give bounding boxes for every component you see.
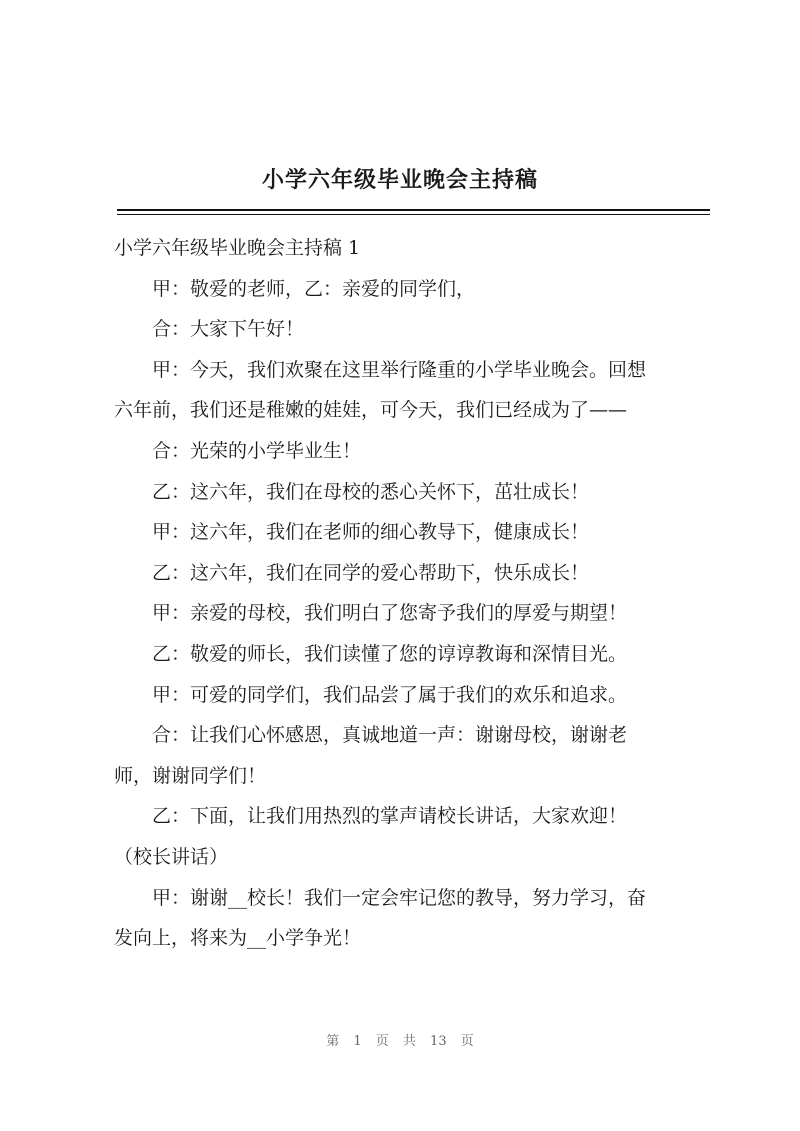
paragraph-line: 合：让我们心怀感恩，真诚地道一声：谢谢母校，谢谢老 <box>152 724 628 747</box>
paragraph-line: 甲：今天，我们欢聚在这里举行隆重的小学毕业晚会。回想 <box>152 358 647 381</box>
title-divider-thin <box>117 214 710 215</box>
document-body <box>114 228 712 959</box>
document-title: 小学六年级毕业晚会主持稿 <box>261 167 538 193</box>
title-divider-thick <box>117 209 710 211</box>
paragraph-line: 合：光荣的小学毕业生！ <box>152 439 362 462</box>
paragraph-line: 乙：敬爱的师长，我们读懂了您的谆谆教诲和深情目光。 <box>152 642 628 665</box>
paragraph-line: 甲：敬爱的老师，乙：亲爱的同学们， <box>152 277 476 300</box>
paragraph-line: 乙：这六年，我们在母校的悉心关怀下，茁壮成长！ <box>152 480 590 503</box>
paragraph-line: 发向上，将来为__小学争光！ <box>114 927 362 950</box>
paragraph-line: （校长讲话） <box>114 845 229 868</box>
page-number-footer: 第 1 页 共 13 页 <box>326 1034 474 1049</box>
paragraph-line: 甲：可爱的同学们，我们品尝了属于我们的欢乐和追求。 <box>152 683 628 706</box>
paragraph-line: 甲：这六年，我们在老师的细心教导下，健康成长！ <box>152 521 590 544</box>
paragraph-line: 合：大家下午好！ <box>152 318 305 341</box>
paragraph-line: 甲：谢谢__校长！我们一定会牢记您的教导，努力学习，奋 <box>152 886 647 909</box>
paragraph-line: 乙：下面，让我们用热烈的掌声请校长讲话，大家欢迎！ <box>152 805 628 828</box>
section-heading: 小学六年级毕业晚会主持稿 1 <box>114 237 361 259</box>
paragraph-line: 甲：亲爱的母校，我们明白了您寄予我们的厚爱与期望！ <box>152 602 628 625</box>
paragraph-line: 六年前，我们还是稚嫩的娃娃，可今天，我们已经成为了—— <box>114 399 628 422</box>
paragraph-line: 乙：这六年，我们在同学的爱心帮助下，快乐成长！ <box>152 561 590 584</box>
paragraph-line: 师，谢谢同学们！ <box>114 764 267 787</box>
